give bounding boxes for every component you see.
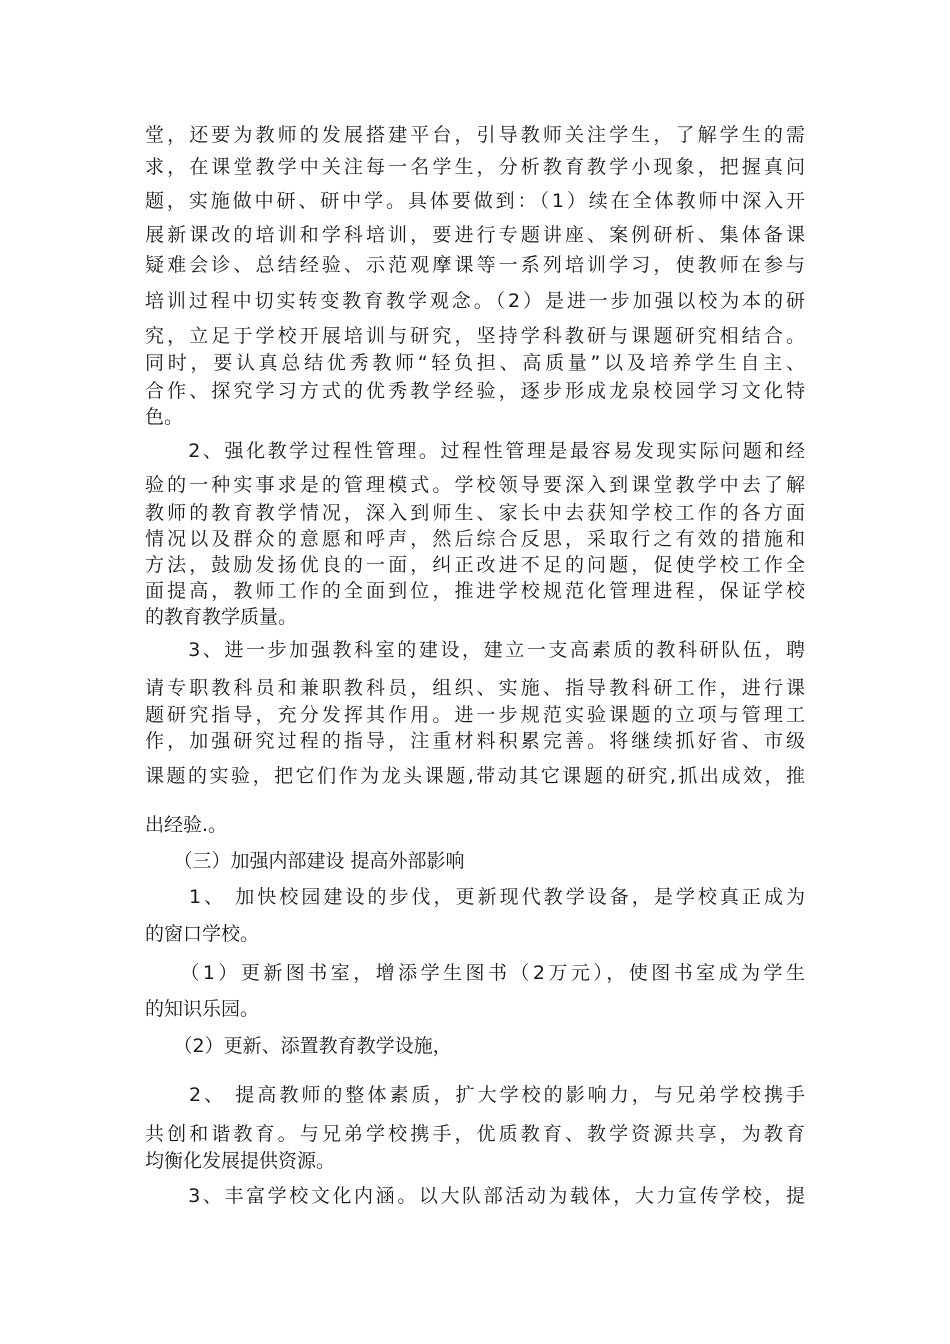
section-heading: （三）加强内部建设 提高外部影响 (145, 850, 465, 872)
text-line: 2、强化教学过程性管理。过程性管理是最容易发现实际问题和经 (145, 440, 805, 462)
text-line: 作，加强研究过程的指导，注重材料积累完善。将继续抓好省、市级 (145, 730, 805, 752)
text-line: （2）更新、添置教育教学设施， (145, 1035, 452, 1057)
text-line: 的窗口学校。 (145, 923, 260, 945)
text-line: 展新课改的培训和学科培训，要进行专题讲座、案例研析、集体备课 (145, 224, 805, 246)
text-line: 题，实施做中研、研中学。具体要做到：（1）续在全体教师中深入开 (145, 190, 805, 212)
text-line: 培训过程中切实转变教育教学观念。（2）是进一步加强以校为本的研 (145, 290, 805, 312)
text-line: 究，立足于学校开展培训与研究，坚持学科教研与课题研究相结合。 (145, 325, 805, 347)
text-line: 课题的实验，把它们作为龙头课题,带动其它课题的研究,抓出成效，推 (145, 765, 805, 787)
text-line: 3、进一步加强教科室的建设，建立一支高素质的教科研队伍，聘 (145, 639, 805, 661)
text-line: 验的一种实事求是的管理模式。学校领导要深入到课堂教学中去了解 (145, 474, 805, 496)
text-line: 面提高，教师工作的全面到位，推进学校规范化管理进程，保证学校 (145, 580, 805, 602)
text-line: 的教育教学质量。 (145, 606, 298, 628)
text-line: 情况以及群众的意愿和呼声，然后综合反思，采取行之有效的措施和 (145, 528, 805, 550)
text-line: 的知识乐园。 (145, 998, 260, 1020)
text-line: 共创和谐教育。与兄弟学校携手，优质教育、教学资源共享，为教育 (145, 1123, 805, 1145)
text-line: 3、丰富学校文化内涵。以大队部活动为载体，大力宣传学校，提 (145, 1185, 805, 1207)
text-line: 同时，要认真总结优秀教师“轻负担、高质量”以及培养学生自主、 (145, 352, 805, 374)
text-line: 方法，鼓励发扬优良的一面，纠正改进不足的问题，促使学校工作全 (145, 554, 805, 576)
text-line: 题研究指导，充分发挥其作用。进一步规范实验课题的立项与管理工 (145, 704, 805, 726)
text-line: 堂，还要为教师的发展搭建平台，引导教师关注学生，了解学生的需 (145, 124, 805, 146)
text-line: 求，在课堂教学中关注每一名学生，分析教育教学小现象，把握真问 (145, 156, 805, 178)
text-line: 合作、探究学习方式的优秀教学经验，逐步形成龙泉校园学习文化特 (145, 380, 805, 402)
text-line: 2、 提高教师的整体素质，扩大学校的影响力，与兄弟学校携手 (145, 1084, 805, 1106)
text-line: 教师的教育教学情况，深入到师生、家长中去获知学校工作的各方面 (145, 502, 805, 524)
text-line: （1）更新图书室，增添学生图书（2万元），使图书室成为学生 (145, 962, 805, 984)
text-line: 色。 (145, 406, 184, 428)
text-line: 疑难会诊、总结经验、示范观摩课等一系列培训学习，使教师在参与 (145, 254, 805, 276)
text-line: 出经验.。 (145, 814, 228, 836)
text-line: 均衡化发展提供资源。 (145, 1150, 336, 1172)
text-line: 请专职教科员和兼职教科员，组织、实施、指导教科研工作，进行课 (145, 677, 805, 699)
text-line: 1、 加快校园建设的步伐，更新现代教学设备，是学校真正成为 (145, 886, 805, 908)
